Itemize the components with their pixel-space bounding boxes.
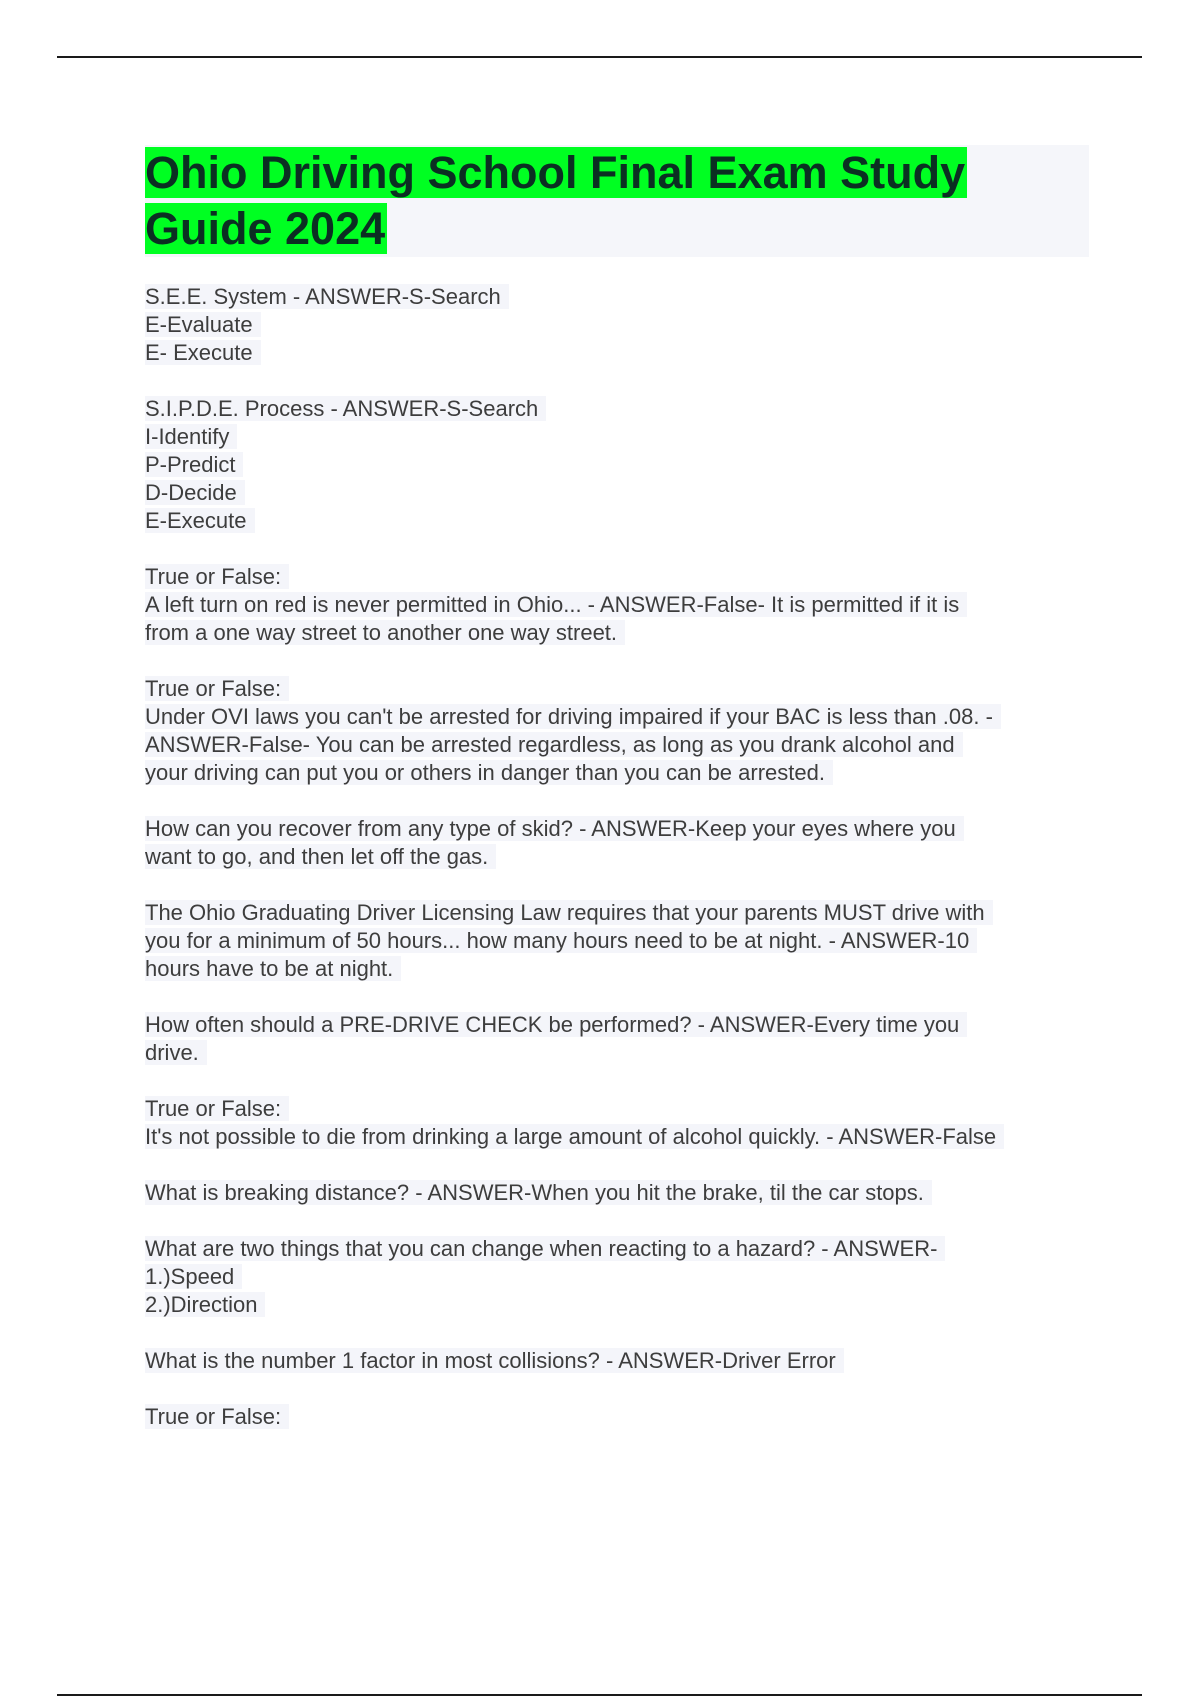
- top-rule: [57, 56, 1142, 58]
- qa-line-text: How often should a PRE-DRIVE CHECK be performed? - ANSWER-Every time you: [145, 1012, 967, 1037]
- qa-item: [145, 675, 1105, 787]
- qa-line-text: The Ohio Graduating Driver Licensing Law requires that your parents MUST drive with: [145, 900, 993, 925]
- qa-line: [145, 311, 1105, 339]
- qa-line-text: What are two things that you can change when reacting to a hazard? - ANSWER-: [145, 1236, 945, 1261]
- qa-item: [145, 1347, 1105, 1375]
- qa-line-text: Under OVI laws you can't be arrested for driving impaired if your BAC is less than .08. -: [145, 704, 1001, 729]
- qa-item: [145, 815, 1105, 871]
- qa-item: [145, 1403, 1105, 1431]
- qa-line: [145, 619, 1105, 647]
- qa-line-text: S.I.P.D.E. Process - ANSWER-S-Search: [145, 396, 546, 421]
- qa-item: [145, 563, 1105, 647]
- qa-line-text: from a one way street to another one way street.: [145, 620, 625, 645]
- qa-item: [145, 1011, 1105, 1067]
- qa-line: [145, 507, 1105, 535]
- qa-line-text: What is breaking distance? - ANSWER-When you hit the brake, til the car stops.: [145, 1180, 932, 1205]
- qa-list: [145, 283, 1105, 1459]
- qa-line: [145, 1179, 1105, 1207]
- qa-line-text: ANSWER-False- You can be arrested regardless, as long as you drank alcohol and: [145, 732, 963, 757]
- qa-line-text: True or False:: [145, 676, 289, 701]
- qa-line-text: How can you recover from any type of skid? - ANSWER-Keep your eyes where you: [145, 816, 964, 841]
- qa-line-text: you for a minimum of 50 hours... how many hours need to be at night. - ANSWER-10: [145, 928, 977, 953]
- qa-line-text: E-Execute: [145, 508, 255, 533]
- qa-line-text: 1.)Speed: [145, 1264, 242, 1289]
- qa-line-text: drive.: [145, 1040, 207, 1065]
- qa-line: [145, 451, 1105, 479]
- qa-line-text: True or False:: [145, 1096, 289, 1121]
- qa-line-text: your driving can put you or others in danger than you can be arrested.: [145, 760, 833, 785]
- qa-line-text: 2.)Direction: [145, 1292, 265, 1317]
- bottom-rule: [57, 1694, 1142, 1696]
- qa-line: [145, 759, 1105, 787]
- qa-line: [145, 339, 1105, 367]
- qa-item: [145, 1095, 1105, 1151]
- qa-line: [145, 899, 1105, 927]
- qa-line: [145, 843, 1105, 871]
- qa-line: [145, 591, 1105, 619]
- qa-line: [145, 1235, 1105, 1263]
- qa-line: [145, 1039, 1105, 1067]
- qa-line: [145, 1291, 1105, 1319]
- qa-line: [145, 1403, 1105, 1431]
- qa-line: [145, 927, 1105, 955]
- qa-line: [145, 479, 1105, 507]
- qa-line: [145, 1011, 1105, 1039]
- qa-line-text: What is the number 1 factor in most collisions? - ANSWER-Driver Error: [145, 1348, 844, 1373]
- qa-line: [145, 1095, 1105, 1123]
- qa-line: [145, 283, 1105, 311]
- qa-line: [145, 1347, 1105, 1375]
- qa-line: [145, 675, 1105, 703]
- page-title-line-1: Ohio Driving School Final Exam Study: [145, 147, 966, 198]
- qa-line-text: E- Execute: [145, 340, 261, 365]
- qa-line: [145, 703, 1105, 731]
- qa-line-text: I-Identify: [145, 424, 237, 449]
- qa-line: [145, 1123, 1105, 1151]
- qa-line: [145, 1263, 1105, 1291]
- qa-line: [145, 395, 1105, 423]
- page-title-line-2: Guide 2024: [145, 203, 386, 254]
- qa-item: [145, 1235, 1105, 1319]
- qa-line-text: want to go, and then let off the gas.: [145, 844, 496, 869]
- qa-line-text: D-Decide: [145, 480, 245, 505]
- qa-line-text: S.E.E. System - ANSWER-S-Search: [145, 284, 509, 309]
- page-title: [145, 145, 1045, 257]
- qa-line-text: hours have to be at night.: [145, 956, 401, 981]
- qa-item: [145, 395, 1105, 535]
- qa-item: [145, 283, 1105, 367]
- qa-line: [145, 731, 1105, 759]
- qa-line: [145, 423, 1105, 451]
- qa-item: [145, 899, 1105, 983]
- qa-line-text: E-Evaluate: [145, 312, 261, 337]
- qa-line-text: P-Predict: [145, 452, 243, 477]
- qa-line: [145, 955, 1105, 983]
- qa-line-text: True or False:: [145, 1404, 289, 1429]
- qa-item: [145, 1179, 1105, 1207]
- qa-line: [145, 815, 1105, 843]
- qa-line-text: It's not possible to die from drinking a large amount of alcohol quickly. - ANSWER-False: [145, 1124, 1004, 1149]
- qa-line-text: True or False:: [145, 564, 289, 589]
- qa-line: [145, 563, 1105, 591]
- qa-line-text: A left turn on red is never permitted in Ohio... - ANSWER-False- It is permitted if it is: [145, 592, 967, 617]
